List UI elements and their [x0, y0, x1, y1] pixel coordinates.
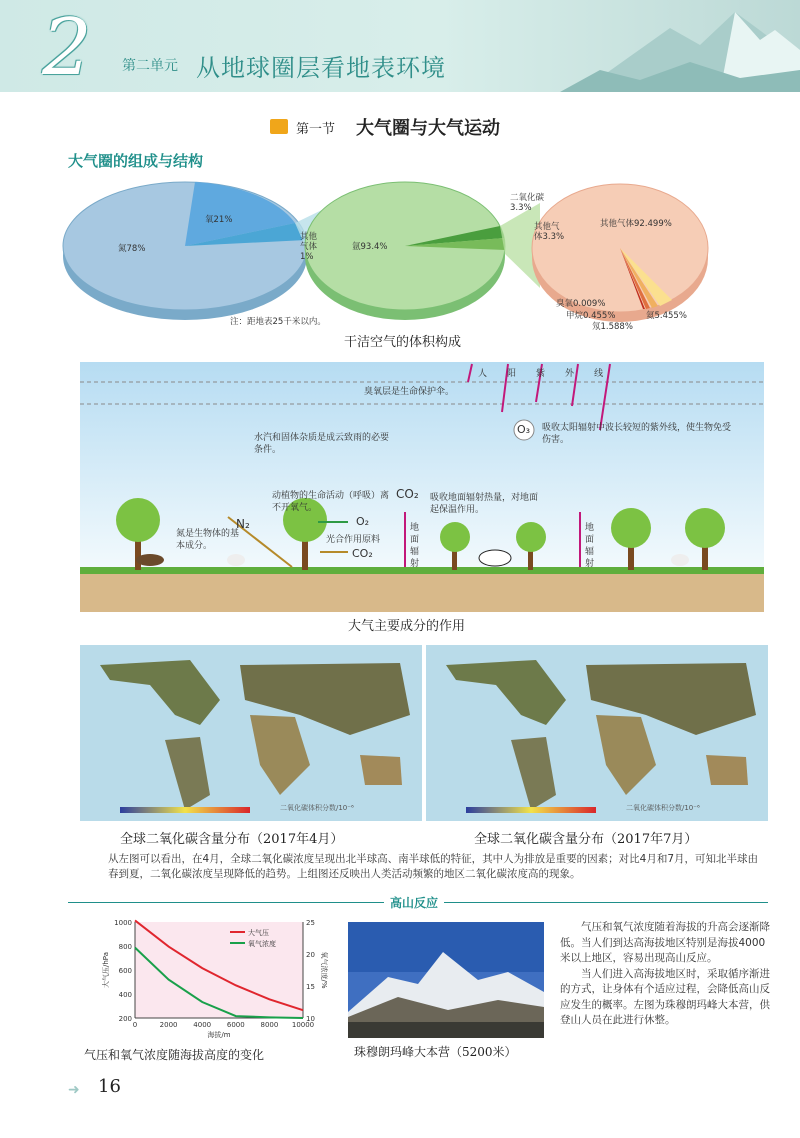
atmosphere-roles-diagram — [80, 362, 764, 612]
n2-label: N₂ — [236, 517, 250, 531]
y-tick-label: 800 — [118, 943, 132, 951]
caption-air-composition: 干洁空气的体积构成 — [344, 335, 462, 350]
pie2-other-label: 其他气体3.3% — [534, 222, 565, 242]
legend-label: 大气压 — [248, 929, 269, 937]
x-tick-label: 6000 — [226, 1021, 245, 1029]
caption-photo: 珠穆朗玛峰大本营（5200米） — [354, 1045, 517, 1059]
map2-legend-text: 二氧化碳体积分数/10⁻⁶ — [626, 804, 700, 812]
legend-label: 氧气浓度 — [248, 940, 276, 948]
x-tick-label: 0 — [132, 1021, 138, 1029]
section-number: 第一节 — [296, 122, 336, 137]
pie3-neon-label: 氖1.588% — [592, 322, 633, 332]
y-tick-label: 1000 — [114, 919, 132, 927]
y2-tick-label: 10 — [306, 1015, 315, 1023]
unit-title: 从地球圈层看地表环境 — [196, 54, 446, 82]
y-tick-label: 400 — [118, 991, 132, 999]
co2-paragraph: 从左图可以看出，在4月，全球二氧化碳浓度呈现出北半球高、南半球低的特征，其中人为排放是重要的因素；对比4月和7月，可知北半球由春到夏，二氧化碳浓度呈现降低的趋势。上组图还反映出人类活动频繁的地区二氧化碳浓度高的现象。 — [108, 853, 759, 880]
section-title: 大气圈与大气运动 — [356, 118, 500, 139]
x-tick-label: 10000 — [291, 1021, 315, 1029]
altitude-sickness-text — [560, 920, 770, 1029]
pie1-other-label: 其他气体1% — [300, 232, 318, 262]
page-number: 16 — [98, 1076, 121, 1097]
section-icon — [270, 119, 288, 134]
ground-radiation-2: 地面辐射 — [585, 523, 595, 569]
co2-label: CO₂ — [396, 487, 419, 501]
x-tick-label: 8000 — [260, 1021, 279, 1029]
caption-atmosphere-roles: 大气主要成分的作用 — [348, 619, 466, 634]
pie3-other-label: 其他气体92.499% — [600, 219, 672, 229]
mountain-illustration — [560, 0, 800, 92]
pie3-ozone-label: 臭氧0.009% — [556, 299, 606, 309]
o2-label: O₂ — [356, 515, 370, 528]
pie2-co2-label: 二氧化碳3.3% — [510, 193, 545, 213]
o3-text: 吸收太阳辐射中波长较短的紫外线，使生物免受伤害。 — [542, 423, 732, 445]
x-axis-label: 海拔/m — [207, 1031, 231, 1039]
subheading: 大气圈的组成与结构 — [68, 152, 204, 170]
unit-header — [0, 0, 800, 92]
caption-altitude-chart: 气压和氧气浓度随海拔高度的变化 — [84, 1048, 265, 1062]
pie2-argon-label: 氩93.4% — [352, 242, 388, 252]
map1-legend-text: 二氧化碳体积分数/10⁻⁶ — [280, 804, 354, 812]
unit-label: 第二单元 — [122, 58, 178, 74]
ground-radiation-1: 地面辐射 — [410, 523, 420, 569]
pie3-helium-label: 氦5.455% — [646, 311, 687, 321]
box-title: 高山反应 — [384, 894, 444, 911]
arrow-icon: ➜ — [68, 1082, 80, 1098]
everest-base-camp-photo — [348, 922, 544, 1038]
y-tick-label: 600 — [118, 967, 132, 975]
y2-tick-label: 15 — [306, 983, 315, 991]
y2-axis-label: 氧气浓度/% — [320, 951, 328, 989]
altitude-text-2: 当人们进入高海拔地区时，采取循序渐进的方式，让身体有个适应过程，会降低高山反应发生的概率。左图为珠穆朗玛峰大本营，供登山人员在此进行休整。 — [560, 967, 770, 1026]
unit-number: 2 — [42, 3, 92, 93]
pie1-oxygen-label: 氧21% — [205, 215, 233, 225]
photosynthesis-text: 光合作用原料 — [326, 535, 381, 545]
uv-label: 人阳紫外线 — [478, 369, 624, 379]
altitude-chart — [80, 912, 330, 1042]
respiration-text: 动植物的生命活动（呼吸）离不开氧气。 — [272, 491, 390, 513]
y-axis-label: 大气压/hPa — [102, 952, 110, 988]
n2-text: 氮是生物体的基本成分。 — [176, 529, 240, 551]
y-tick-label: 200 — [118, 1015, 132, 1023]
caption-co2-july: 全球二氧化碳含量分布（2017年7月） — [474, 832, 698, 847]
y2-tick-label: 20 — [306, 951, 315, 959]
ozone-layer-text: 臭氧层是生命保护伞。 — [364, 387, 455, 397]
caption-co2-april: 全球二氧化碳含量分布（2017年4月） — [120, 832, 344, 847]
pie-note: 注：距地表25千米以内。 — [230, 317, 326, 327]
co2-map-july — [426, 645, 768, 821]
co2-map-april — [80, 645, 422, 821]
pie1-nitrogen-label: 氮78% — [118, 244, 146, 254]
water-text: 水汽和固体杂质是成云致雨的必要条件。 — [254, 433, 390, 455]
pie3-methane-label: 甲烷0.455% — [566, 311, 616, 321]
o3-label: O₃ — [517, 423, 531, 436]
x-tick-label: 2000 — [159, 1021, 178, 1029]
co2-text: 吸收地面辐射热量，对地面起保温作用。 — [430, 493, 539, 515]
altitude-text-1: 气压和氧气浓度随着海拔的升高会逐渐降低。当人们到达高海拔地区特别是海拔4000米以上地区，容易出现高山反应。 — [560, 921, 770, 964]
y2-tick-label: 25 — [306, 919, 315, 927]
co2-small-label: CO₂ — [352, 547, 373, 560]
x-tick-label: 4000 — [193, 1021, 212, 1029]
